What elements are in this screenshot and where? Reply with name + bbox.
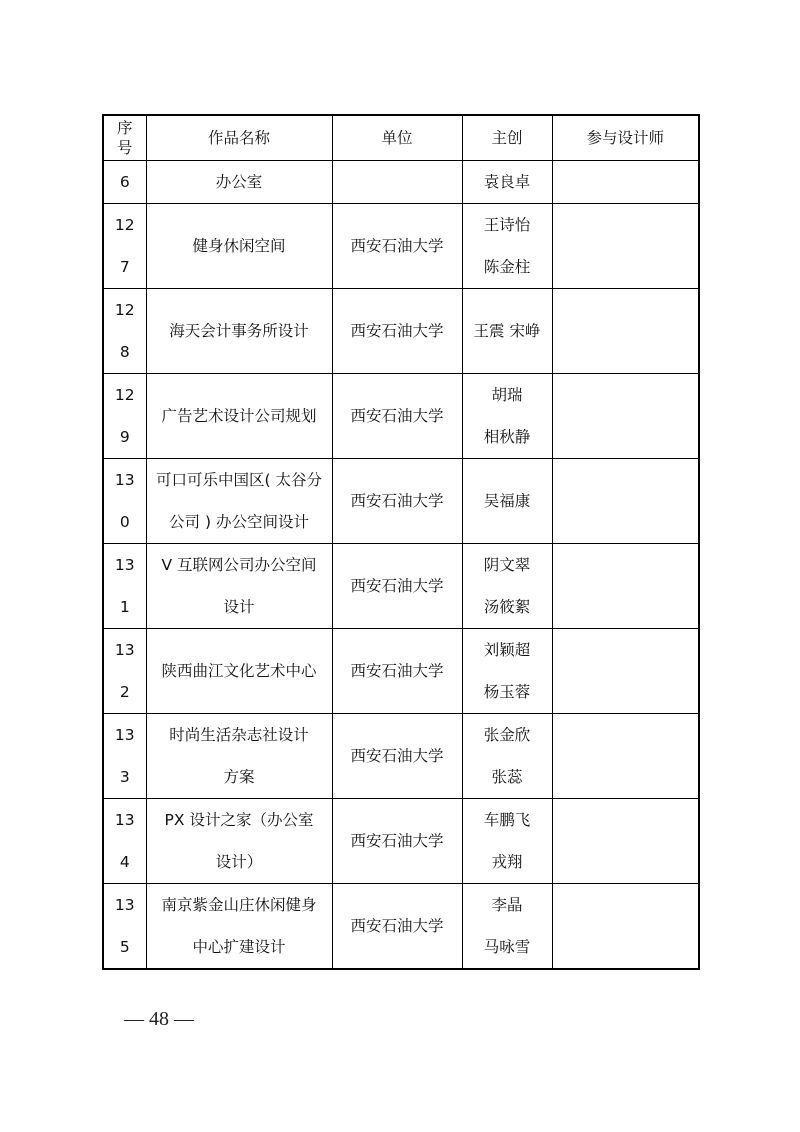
- unit-cell: 西安石油大学: [332, 204, 462, 289]
- work-name-cell: [146, 204, 332, 289]
- designers-cell: [552, 884, 699, 970]
- author-cell-line: 马咏雪: [483, 938, 531, 956]
- work-name-cell-line: 广告艺术设计公司规划: [161, 407, 317, 425]
- seq-cell-line: 2: [119, 683, 130, 701]
- seq-cell: [103, 884, 146, 970]
- header-seq: [103, 115, 146, 161]
- work-name-cell: [146, 544, 332, 629]
- work-name-cell: [146, 629, 332, 714]
- seq-cell-line: 12: [114, 301, 135, 319]
- author-cell-line: 吴福康: [483, 492, 531, 510]
- table-row: [103, 884, 699, 970]
- unit-cell: 西安石油大学: [332, 374, 462, 459]
- author-cell-line: 王震 宋峥: [473, 322, 541, 340]
- designers-cell: [552, 161, 699, 204]
- table-row: [103, 204, 699, 289]
- work-name-cell-line: PX 设计之家（办公室: [164, 811, 314, 829]
- work-name-cell: [146, 374, 332, 459]
- table-row: [103, 289, 699, 374]
- designers-cell: [552, 799, 699, 884]
- author-cell-line: 陈金柱: [483, 258, 531, 276]
- table-row: [103, 629, 699, 714]
- unit-cell: 西安石油大学: [332, 714, 462, 799]
- author-cell-line: 张金欣: [483, 726, 531, 744]
- seq-cell-line: 8: [119, 343, 130, 361]
- seq-cell: [103, 374, 146, 459]
- seq-cell-line: 4: [119, 853, 130, 871]
- author-cell-line: 刘颖超: [483, 641, 531, 659]
- work-name-cell: [146, 799, 332, 884]
- table-row: [103, 459, 699, 544]
- author-cell: 袁良卓: [462, 161, 552, 204]
- seq-cell: [103, 289, 146, 374]
- seq-cell: 6: [103, 161, 146, 204]
- seq-cell-line: 13: [114, 726, 135, 744]
- work-name-cell-line: 可口可乐中国区( 太谷分: [156, 471, 322, 489]
- header-seq-line-1: 序: [116, 119, 133, 137]
- seq-cell-line: 9: [119, 428, 130, 446]
- seq-cell-line: 0: [119, 513, 130, 531]
- work-name-cell: [146, 459, 332, 544]
- award-list-table: [102, 114, 700, 970]
- table-row: [103, 714, 699, 799]
- author-cell-line: 杨玉蓉: [483, 683, 531, 701]
- seq-cell: [103, 204, 146, 289]
- seq-cell: [103, 544, 146, 629]
- unit-cell: 西安石油大学: [332, 459, 462, 544]
- author-cell-line: 汤筱絮: [483, 598, 531, 616]
- designers-cell: [552, 714, 699, 799]
- work-name-cell-line: 陕西曲江文化艺术中心: [161, 662, 317, 680]
- header-designers: 参与设计师: [552, 115, 699, 161]
- unit-cell: 西安石油大学: [332, 884, 462, 970]
- seq-cell-line: 5: [119, 938, 130, 956]
- header-work-name: 作品名称: [146, 115, 332, 161]
- author-cell: [462, 884, 552, 970]
- work-name-cell-line: 时尚生活杂志社设计: [169, 726, 309, 744]
- seq-cell-line: 1: [119, 598, 130, 616]
- author-cell: [462, 714, 552, 799]
- table-row: [103, 544, 699, 629]
- author-cell: [462, 799, 552, 884]
- author-cell-line: 李晶: [491, 896, 523, 914]
- author-cell: [462, 544, 552, 629]
- author-cell: [462, 629, 552, 714]
- unit-cell: [332, 161, 462, 204]
- seq-cell-line: 12: [114, 386, 135, 404]
- seq-cell: [103, 799, 146, 884]
- work-name-cell-line: 健身休闲空间: [192, 237, 286, 255]
- designers-cell: [552, 374, 699, 459]
- seq-cell-line: 13: [114, 641, 135, 659]
- work-name-cell-line: 南京紫金山庄休闲健身: [161, 896, 317, 914]
- table-row: [103, 799, 699, 884]
- author-cell-line: 戎翔: [491, 853, 523, 871]
- author-cell: [462, 459, 552, 544]
- work-name-cell: [146, 714, 332, 799]
- author-cell: [462, 204, 552, 289]
- work-name-cell-line: 方案: [223, 768, 255, 786]
- header-author: 主创: [462, 115, 552, 161]
- author-cell-line: 张蕊: [491, 768, 523, 786]
- table-row: [103, 161, 699, 204]
- designers-cell: [552, 204, 699, 289]
- table-row: [103, 374, 699, 459]
- designers-cell: [552, 544, 699, 629]
- seq-cell-line: 3: [119, 768, 130, 786]
- author-cell-line: 车鹏飞: [483, 811, 531, 829]
- seq-cell: [103, 714, 146, 799]
- author-cell: [462, 289, 552, 374]
- designers-cell: [552, 459, 699, 544]
- work-name-cell-line: 海天会计事务所设计: [169, 322, 309, 340]
- header-unit: 单位: [332, 115, 462, 161]
- work-name-cell-line: V 互联网公司办公空间: [161, 556, 317, 574]
- author-cell-line: 胡瑞: [491, 386, 523, 404]
- seq-cell: [103, 459, 146, 544]
- work-name-cell-line: 中心扩建设计: [192, 938, 286, 956]
- seq-cell-line: 13: [114, 556, 135, 574]
- work-name-cell: [146, 289, 332, 374]
- page-number: — 48 —: [124, 1008, 194, 1030]
- designers-cell: [552, 289, 699, 374]
- unit-cell: 西安石油大学: [332, 544, 462, 629]
- seq-cell: [103, 629, 146, 714]
- seq-cell-line: 12: [114, 216, 135, 234]
- seq-cell-line: 7: [119, 258, 130, 276]
- work-name-cell: [146, 884, 332, 970]
- seq-cell-line: 13: [114, 471, 135, 489]
- unit-cell: 西安石油大学: [332, 629, 462, 714]
- header-row: [103, 115, 699, 161]
- seq-cell-line: 13: [114, 896, 135, 914]
- author-cell: [462, 374, 552, 459]
- table-body: [103, 115, 699, 969]
- author-cell-line: 相秋静: [483, 428, 531, 446]
- work-name-cell-line: 公司 ) 办公空间设计: [169, 513, 309, 531]
- author-cell-line: 王诗怡: [483, 216, 531, 234]
- work-name-cell-line: 设计: [223, 598, 255, 616]
- designers-cell: [552, 629, 699, 714]
- work-name-cell-line: 设计）: [215, 853, 263, 871]
- header-seq-line-2: 号: [116, 139, 133, 157]
- author-cell-line: 阴文翠: [483, 556, 531, 574]
- seq-cell-line: 13: [114, 811, 135, 829]
- work-name-cell: 办公室: [146, 161, 332, 204]
- unit-cell: 西安石油大学: [332, 799, 462, 884]
- unit-cell: 西安石油大学: [332, 289, 462, 374]
